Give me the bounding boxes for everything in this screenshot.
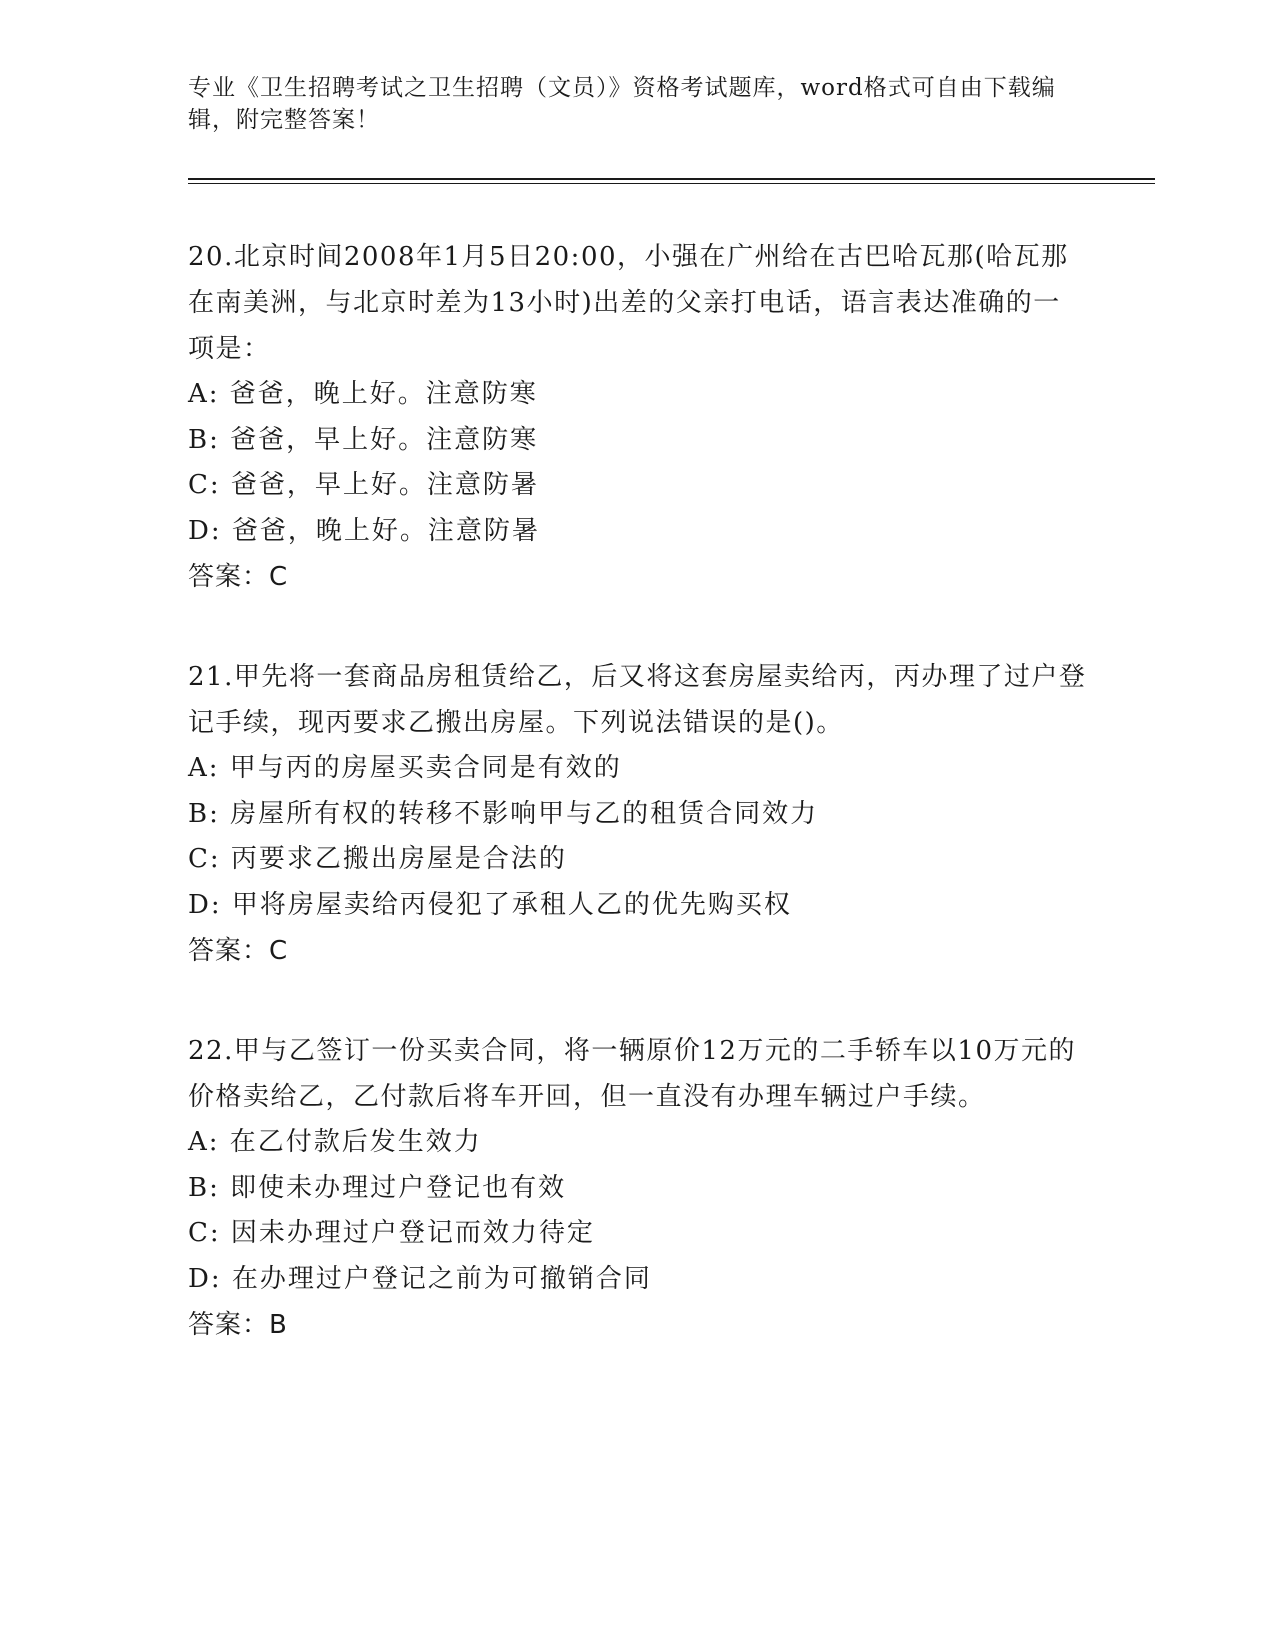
question-22 (188, 1028, 1088, 1348)
option-b: B: 即使未办理过户登记也有效 (188, 1172, 567, 1203)
question-stem: 20.北京时间2008年1月5日20:00，小强在广州给在古巴哈瓦那(哈瓦那在南美洲，与北京时差为13小时)出差的父亲打电话，语言表达准确的一项是： (188, 242, 1069, 364)
option-a: A: 甲与丙的房屋买卖合同是有效的 (188, 753, 622, 783)
option-c: C: 丙要求乙搬出房屋是合法的 (188, 844, 567, 874)
option-a: A: 在乙付款后发生效力 (188, 1127, 482, 1157)
answer-line: 答案：C (188, 562, 289, 592)
option-d: D: 甲将房屋卖给丙侵犯了承租人乙的优先购买权 (188, 889, 792, 920)
answer-line: 答案：B (188, 1310, 288, 1340)
option-b: B: 爸爸，早上好。注意防寒 (188, 424, 539, 455)
option-a: A: 爸爸，晚上好。注意防寒 (188, 379, 538, 409)
question-stem: 21.甲先将一套商品房租赁给乙，后又将这套房屋卖给丙，丙办理了过户登记手续，现丙要求乙搬出房屋。下列说法错误的是()。 (188, 662, 1087, 738)
question-list (188, 234, 1088, 1402)
question-21 (188, 654, 1088, 974)
option-c: C: 因未办理过户登记而效力待定 (188, 1218, 595, 1248)
option-d: D: 在办理过户登记之前为可撤销合同 (188, 1263, 652, 1294)
question-stem: 22.甲与乙签订一份买卖合同，将一辆原价12万元的二手轿车以10万元的价格卖给乙，乙付款后将车开回，但一直没有办理车辆过户手续。 (188, 1036, 1077, 1112)
header-divider (188, 178, 1155, 184)
answer-line: 答案：C (188, 936, 289, 966)
option-b: B: 房屋所有权的转移不影响甲与乙的租赁合同效力 (188, 798, 819, 829)
question-20 (188, 234, 1088, 600)
option-c: C: 爸爸，早上好。注意防暑 (188, 470, 539, 500)
document-header-text: 专业《卫生招聘考试之卫生招聘（文员）》资格考试题库，word格式可自由下载编辑，附完整答案！ (188, 75, 1056, 133)
option-d: D: 爸爸，晚上好。注意防暑 (188, 515, 540, 546)
